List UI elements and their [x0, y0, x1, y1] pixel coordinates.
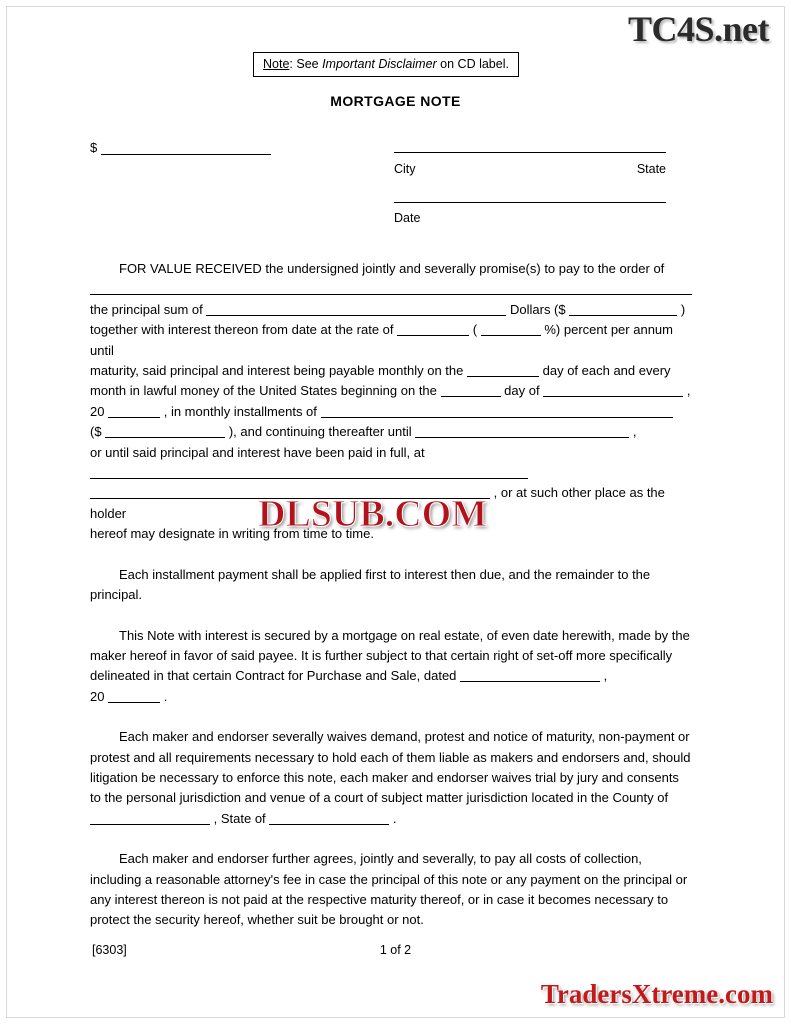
p1-principal-label: the principal sum of	[90, 301, 203, 317]
begin-month-blank[interactable]	[543, 382, 683, 397]
p1-maturity-label: maturity, said principal and interest being payable monthly on the	[90, 363, 464, 379]
principal-amount-blank[interactable]	[569, 301, 677, 316]
p4-text: Each maker and endorser severally waives demand, protest and notice of maturity, non-payment or protest and all requirements necessary to hold each of them liable as makers and endorsers and, should litigation be necessary to enforce this note, each maker and endorser waives trial by jury and consents to the personal jurisdiction and venue of a court of subject matter jurisdiction located in the County of	[90, 729, 691, 806]
p1-paren-open: (	[472, 322, 478, 338]
paragraph-1-continuing	[90, 422, 692, 442]
p1-month-label: month in lawful money of the United States beginning on the	[90, 383, 437, 399]
paragraph-1-month	[90, 381, 692, 401]
p1-designate-label: hereof may designate in writing from time to time.	[90, 526, 374, 542]
watermark-bottom-right: TradersXtreme.com	[540, 979, 773, 1009]
state-blank[interactable]	[269, 810, 389, 825]
city-label: City	[394, 162, 416, 176]
form-number: [6303]	[92, 943, 127, 957]
p1-untilpaid-label: or until said principal and interest have been paid in full, at	[90, 444, 425, 460]
p1-installments-label: , in monthly installments of	[163, 403, 317, 419]
currency-symbol: $	[90, 140, 98, 155]
interest-rate-numeric-blank[interactable]	[481, 321, 541, 336]
paragraph-1-year	[90, 402, 692, 422]
state-label: State	[636, 162, 666, 176]
paragraph-1-interest	[90, 320, 692, 361]
disclaimer-note-box	[253, 52, 519, 77]
p5-text: Each maker and endorser further agrees, jointly and severally, to pay all costs of collection, including a reasonable attorney's fee in case the principal of this note or any payment on the principal or any interest thereon is not paid at the respective maturity thereof, or in case it becomes necessary to protect the security hereof, whether suit be brought or not.	[90, 851, 688, 928]
page-title: MORTGAGE NOTE	[330, 93, 461, 109]
p1-percent-label: %) percent per annum until	[90, 322, 673, 358]
watermark-center: DLSUB.COM	[258, 493, 488, 535]
p1-continuing-label: ), and continuing thereafter until	[228, 424, 412, 440]
county-blank[interactable]	[90, 810, 210, 825]
contract-year-blank[interactable]	[108, 688, 160, 703]
p3-period: .	[163, 688, 168, 704]
disclaimer-italic-text: Important Disclaimer	[322, 57, 437, 71]
p1-year-label: 20	[90, 403, 105, 419]
p1-comma-1: ,	[686, 383, 691, 399]
p1-lead-text: FOR VALUE RECEIVED the undersigned jointly and severally promise(s) to pay to the order of	[119, 261, 665, 276]
p3-text: This Note with interest is secured by a mortgage on real estate, of even date herewith, made by the maker hereof in favor of said payee. It is further subject to that certain right of set-off more specifically delineated in that certain Contract for Purchase and Sale, dated	[90, 627, 690, 684]
paragraph-1-blank-full	[90, 279, 692, 299]
payee-blank[interactable]	[90, 280, 692, 295]
installment-amount-words-blank[interactable]	[321, 403, 673, 418]
principal-sum-blank[interactable]	[206, 301, 506, 316]
amount-field-row	[90, 140, 271, 155]
disclaimer-text-after: on CD label.	[436, 57, 509, 71]
p1-dollar-sign: ($	[90, 424, 102, 440]
begin-day-blank[interactable]	[441, 382, 501, 397]
paragraph-4	[90, 727, 692, 829]
payment-day-blank[interactable]	[467, 362, 539, 377]
p1-close-paren: )	[680, 301, 686, 317]
document-body	[90, 259, 692, 931]
paragraph-1-maturity	[90, 361, 692, 381]
city-state-labels	[394, 162, 666, 176]
interest-rate-blank[interactable]	[397, 321, 469, 336]
contract-date-blank[interactable]	[460, 667, 600, 682]
paragraph-1-lead	[90, 259, 692, 279]
date-rule[interactable]	[394, 202, 666, 203]
paragraph-5	[90, 849, 692, 931]
installment-amount-blank[interactable]	[105, 423, 225, 438]
p1-dayof-label: day of	[504, 383, 540, 399]
p3-year-label: 20	[90, 688, 105, 704]
p1-together-label: together with interest thereon from date at the rate of	[90, 322, 394, 338]
paragraph-1-untilpaid	[90, 443, 692, 484]
amount-blank[interactable]	[101, 141, 271, 155]
date-label: Date	[394, 211, 421, 225]
continuing-until-blank[interactable]	[415, 423, 629, 438]
paragraph-3	[90, 626, 692, 708]
p4-state-label: , State of	[213, 810, 266, 826]
disclaimer-note-label: Note	[263, 57, 290, 71]
paragraph-2	[90, 565, 692, 606]
paragraph-1-principal	[90, 300, 692, 320]
p1-dollars-label: Dollars ($	[509, 301, 566, 317]
p1-comma-2: ,	[632, 424, 637, 440]
disclaimer-text-before: : See	[289, 57, 323, 71]
p4-end: .	[392, 810, 397, 826]
p3-comma: ,	[603, 668, 608, 684]
city-state-rule[interactable]	[394, 152, 666, 153]
watermark-top-right: TC4S.net	[627, 9, 769, 49]
p1-day-label: day of each and every	[542, 363, 671, 379]
page-indicator: 1 of 2	[379, 943, 412, 957]
p1-orplace-label: , or at such other place as the holder	[90, 485, 665, 521]
payment-place-blank[interactable]	[90, 464, 528, 479]
p2-text: Each installment payment shall be applied first to interest then due, and the remainder to the principal.	[90, 566, 651, 603]
begin-year-blank[interactable]	[108, 403, 160, 418]
